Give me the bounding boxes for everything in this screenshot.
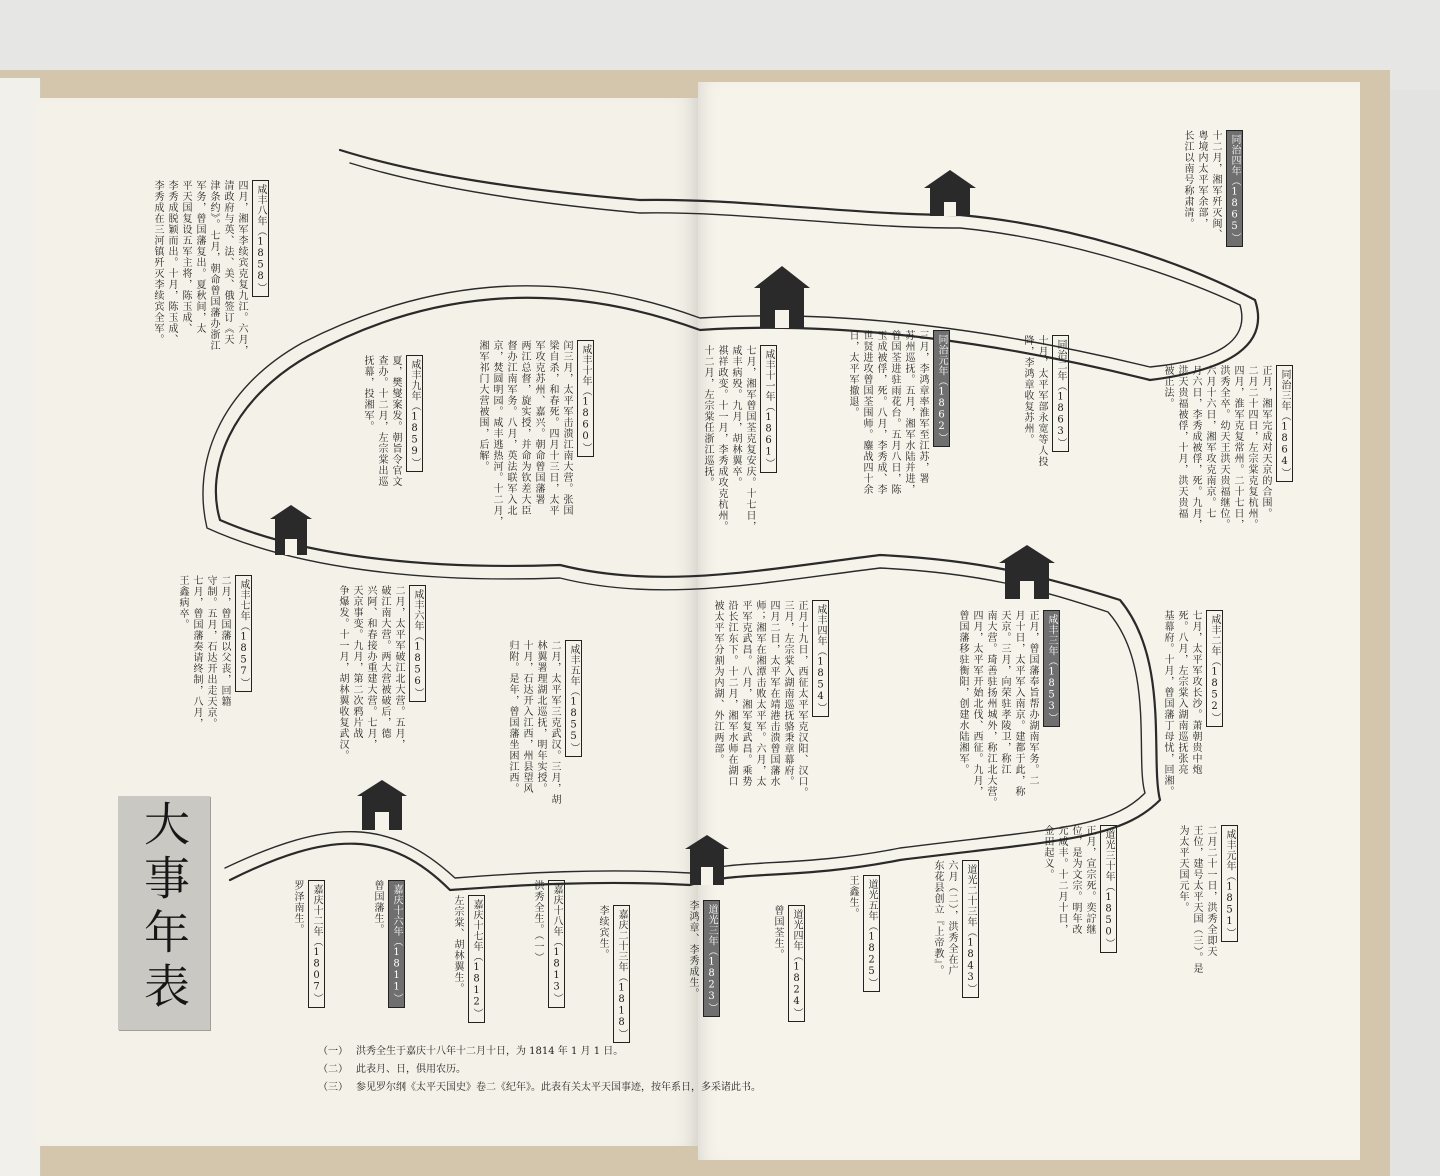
entry-daoguang-30 xyxy=(1040,825,1117,953)
watchtower-icon xyxy=(924,170,976,216)
entry-xianfeng-3 xyxy=(955,610,1060,808)
entry-text: 十二月，湘军歼灭闽、 粤境内太平军余部， 长江以南号称肃清。 xyxy=(1182,130,1221,240)
entry-text: 王鑫生。 xyxy=(847,875,858,919)
entry-jiaqing-12 xyxy=(290,880,325,1008)
footnote-text: 参见罗尔纲《太平天国史》卷二《纪年》。此表有关太平天国事迹，按年系日，多采诸此书。 xyxy=(356,1082,761,1093)
entry-text: 夏，樊燮案发。朝旨令官文 查办。十二月，左宗棠出巡 抚幕，投湘军。 xyxy=(362,355,401,487)
entry-xianfeng-1 xyxy=(1175,825,1238,974)
entry-text: 正月，曾国藩奉旨帮办湖南军务。二 月十日，太平军入南京。建都于此，称 天京。三月，向荣驻孝陵卫，称江 南大营。琦善驻扬州城外，称江北大营。 四月，太平军开始北伐、西征。九月， 曾国藩移驻衡阳，创建水陆湘军。 xyxy=(957,610,1038,808)
entry-year: 咸丰二年（1852） xyxy=(1206,610,1223,727)
entry-text: 七月，湘军曾国荃克复安庆。十七日， 咸丰病殁。九月，胡林翼卒。 祺祥政变。十一月，李秀成攻克杭州。 十二月，左宗棠任浙江巡抚。 xyxy=(702,345,755,532)
entry-text: 二月，太平军破江北大营。五月， 破江南大营。两大营被破后，德 兴阿、和春接办重建大营。七月， 天京事变。九月，第二次鸦片战 争爆发。十一月，胡林翼收复武汉。 xyxy=(337,585,404,761)
entry-text: 十月，太平军部永宽等人投 降，李鸿章收复苏州。 xyxy=(1022,335,1047,467)
entry-tongzhi-1 xyxy=(845,330,950,495)
footnote-text: 此表月、日，俱用农历。 xyxy=(356,1064,466,1075)
entry-text: 七月，太平军攻长沙。萧朝贵中炮 死。八月，左宗棠入湖南巡抚张亮 基幕府。十月，曾国藩丁母忧，回湘。 xyxy=(1162,610,1201,797)
entry-text: 二月，曾国藩以父丧，回籍 守制。五月，石达开出走天京。 七月，曾国藩奏请终制，八月， 王鑫病卒。 xyxy=(177,575,230,729)
footnote xyxy=(318,1079,761,1097)
entry-year: 咸丰九年（1859） xyxy=(406,355,423,472)
entry-year: 嘉庆十八年（1813） xyxy=(548,880,565,1008)
entry-text: 左宗棠、胡林翼生。 xyxy=(452,895,463,994)
watchtower-icon xyxy=(270,505,312,555)
entry-year: 咸丰元年（1851） xyxy=(1221,825,1238,942)
entry-year: 道光三十年（1850） xyxy=(1100,825,1117,953)
entry-xianfeng-11 xyxy=(700,345,777,532)
entry-xianfeng-5 xyxy=(505,640,582,805)
entry-year: 嘉庆二十三年（1818） xyxy=(613,905,630,1043)
entry-text: 二月，太平军三克武汉。三月，胡 林翼署理湖北巡抚，明年实授。 十月，石达开入江西，州县望风 归附。是年，曾国藩坐困江西。 xyxy=(507,640,560,805)
entry-xianfeng-6 xyxy=(335,585,426,761)
entry-text: 二月二十一日，洪秀全即天 王位，建号太平天国（三）。是 为太平天国元年。 xyxy=(1177,825,1216,974)
entry-year: 同治四年（1865） xyxy=(1226,130,1243,247)
entry-year: 咸丰八年（1858） xyxy=(252,180,269,297)
footnote-number: （二） xyxy=(318,1064,348,1075)
entry-text: 正月十九日，西征太平军克汉阳、汉口。 三月，左宗棠入湖南巡抚骆秉章幕府。 四月二日，太平军在靖港击溃曾国藩水 师；湘军在湘潭击败太平军。六月，太 平军克武昌。八月，湘军复武昌。乘势 沿长江东下。十二月，湘军水师在湖口 被太平军分割为内湖、外江两部。 xyxy=(712,600,807,798)
entry-year: 咸丰十年（1860） xyxy=(577,340,594,457)
entry-tongzhi-2 xyxy=(1020,335,1069,467)
title-box xyxy=(118,796,210,1030)
entry-year: 咸丰七年（1857） xyxy=(235,575,252,692)
entry-tongzhi-4 xyxy=(1180,130,1243,247)
entry-text: 曾国荃生。 xyxy=(772,905,783,960)
entry-year: 同治三年（1864） xyxy=(1276,365,1293,482)
entry-daoguang-3 xyxy=(685,900,720,1017)
entry-xianfeng-9 xyxy=(360,355,423,487)
entry-xianfeng-2 xyxy=(1160,610,1223,797)
watchtower-icon xyxy=(357,780,407,830)
page-title: 大事年表 xyxy=(137,800,191,1016)
entry-text: 正月，湘军完成对天京的合围。 二月二十四日，左宗棠克复杭州。 四月，淮军克复常州。二十七日， 洪秀全卒。幼天王洪天贵福继位。 六月十六日，湘军攻克南京。七 月六日，李秀成被俘，死。九月， 洪天贵福被俘，十月，洪天贵福 被正法。 xyxy=(1162,365,1271,530)
entry-text: 洪秀全生。（一） xyxy=(532,880,543,963)
watchtowers xyxy=(270,170,1055,885)
entry-text: 李鸿章、李秀成生。 xyxy=(687,900,698,999)
entry-xianfeng-10 xyxy=(475,340,594,527)
entry-xianfeng-4 xyxy=(710,600,829,798)
entry-text: 六月（二），洪秀全在广 东花县创立『上帝教』。 xyxy=(932,860,957,976)
entry-xianfeng-8 xyxy=(150,180,269,356)
entry-year: 同治元年（1862） xyxy=(933,330,950,447)
entry-year: 咸丰五年（1855） xyxy=(565,640,582,757)
entry-year: 道光四年（1824） xyxy=(788,905,805,1022)
entry-xianfeng-7 xyxy=(175,575,252,729)
watchtower-icon xyxy=(999,545,1055,599)
entry-year: 咸丰三年（1853） xyxy=(1043,610,1060,727)
entry-daoguang-4 xyxy=(770,905,805,1022)
entry-text: 三月，李鸿章率淮军至江苏，署 苏州巡抚。五月，湘军水陆并进， 曾国荃进驻雨花台。五月八日，陈 玉成被俘，死。八月，李秀成、李 世贤进攻曾国荃围师。鏖战四十余 日，太平军撤退。 xyxy=(847,330,928,495)
footnote-number: （一） xyxy=(318,1046,348,1057)
entry-text: 四月，湘军李续宾克复九江。六月， 清政府与英、法、美、俄签订《天 津条约》。七月，朝命曾国藩办浙江 军务，曾国藩复出。夏秋间，太 平天国复设五军主将，陈玉成、 李秀成脱颖而出。十月，陈玉成、 李秀成在三河镇歼灭李续宾全军。 xyxy=(152,180,247,356)
footnote xyxy=(318,1043,761,1061)
entry-daoguang-5 xyxy=(845,875,880,992)
footnote-text: 洪秀全生于嘉庆十八年十二月十日，为 1814 年 1 月 1 日。 xyxy=(356,1046,624,1057)
footnote xyxy=(318,1061,761,1079)
footnotes xyxy=(318,1043,761,1097)
entry-jiaqing-16 xyxy=(370,880,405,1008)
entry-daoguang-23 xyxy=(930,860,979,998)
entry-year: 嘉庆十六年（1811） xyxy=(388,880,405,1008)
entry-year: 道光三年（1823） xyxy=(703,900,720,1017)
entry-year: 道光五年（1825） xyxy=(863,875,880,992)
entry-year: 同治二年（1863） xyxy=(1052,335,1069,452)
entry-text: 罗泽南生。 xyxy=(292,880,303,935)
entry-year: 道光二十三年（1843） xyxy=(962,860,979,998)
entry-jiaqing-23 xyxy=(595,905,630,1043)
entry-year: 咸丰四年（1854） xyxy=(812,600,829,717)
entry-text: 正月，宣宗死。奕詝继 位，是为文宗。明年改 元咸丰。十二月十日， 金田起义。 xyxy=(1042,825,1095,935)
entry-text: 闰三月，太平军击溃江南大营。张国 梁自杀，和春死。四月十三日，太平 军攻克苏州、嘉兴。朝命曾国藩署 两江总督，旋实授，并命为钦差大臣 督办江南军务。八月，英法联军入北 京，焚圆明园。咸丰逃热河。十二月， 湘军祁门大营被围，后解。 xyxy=(477,340,572,527)
entry-year: 咸丰六年（1856） xyxy=(409,585,426,702)
entry-jiaqing-17 xyxy=(450,895,485,1023)
entry-year: 嘉庆十二年（1807） xyxy=(308,880,325,1008)
entry-text: 曾国藩生。 xyxy=(372,880,383,935)
footnote-number: （三） xyxy=(318,1082,348,1093)
entry-tongzhi-3 xyxy=(1160,365,1293,530)
entry-year: 嘉庆十七年（1812） xyxy=(468,895,485,1023)
entry-year: 咸丰十一年（1861） xyxy=(760,345,777,473)
entry-jiaqing-18 xyxy=(530,880,565,1008)
watchtower-icon xyxy=(754,266,810,328)
entry-text: 李续宾生。 xyxy=(597,905,608,960)
watchtower-icon xyxy=(685,835,729,885)
